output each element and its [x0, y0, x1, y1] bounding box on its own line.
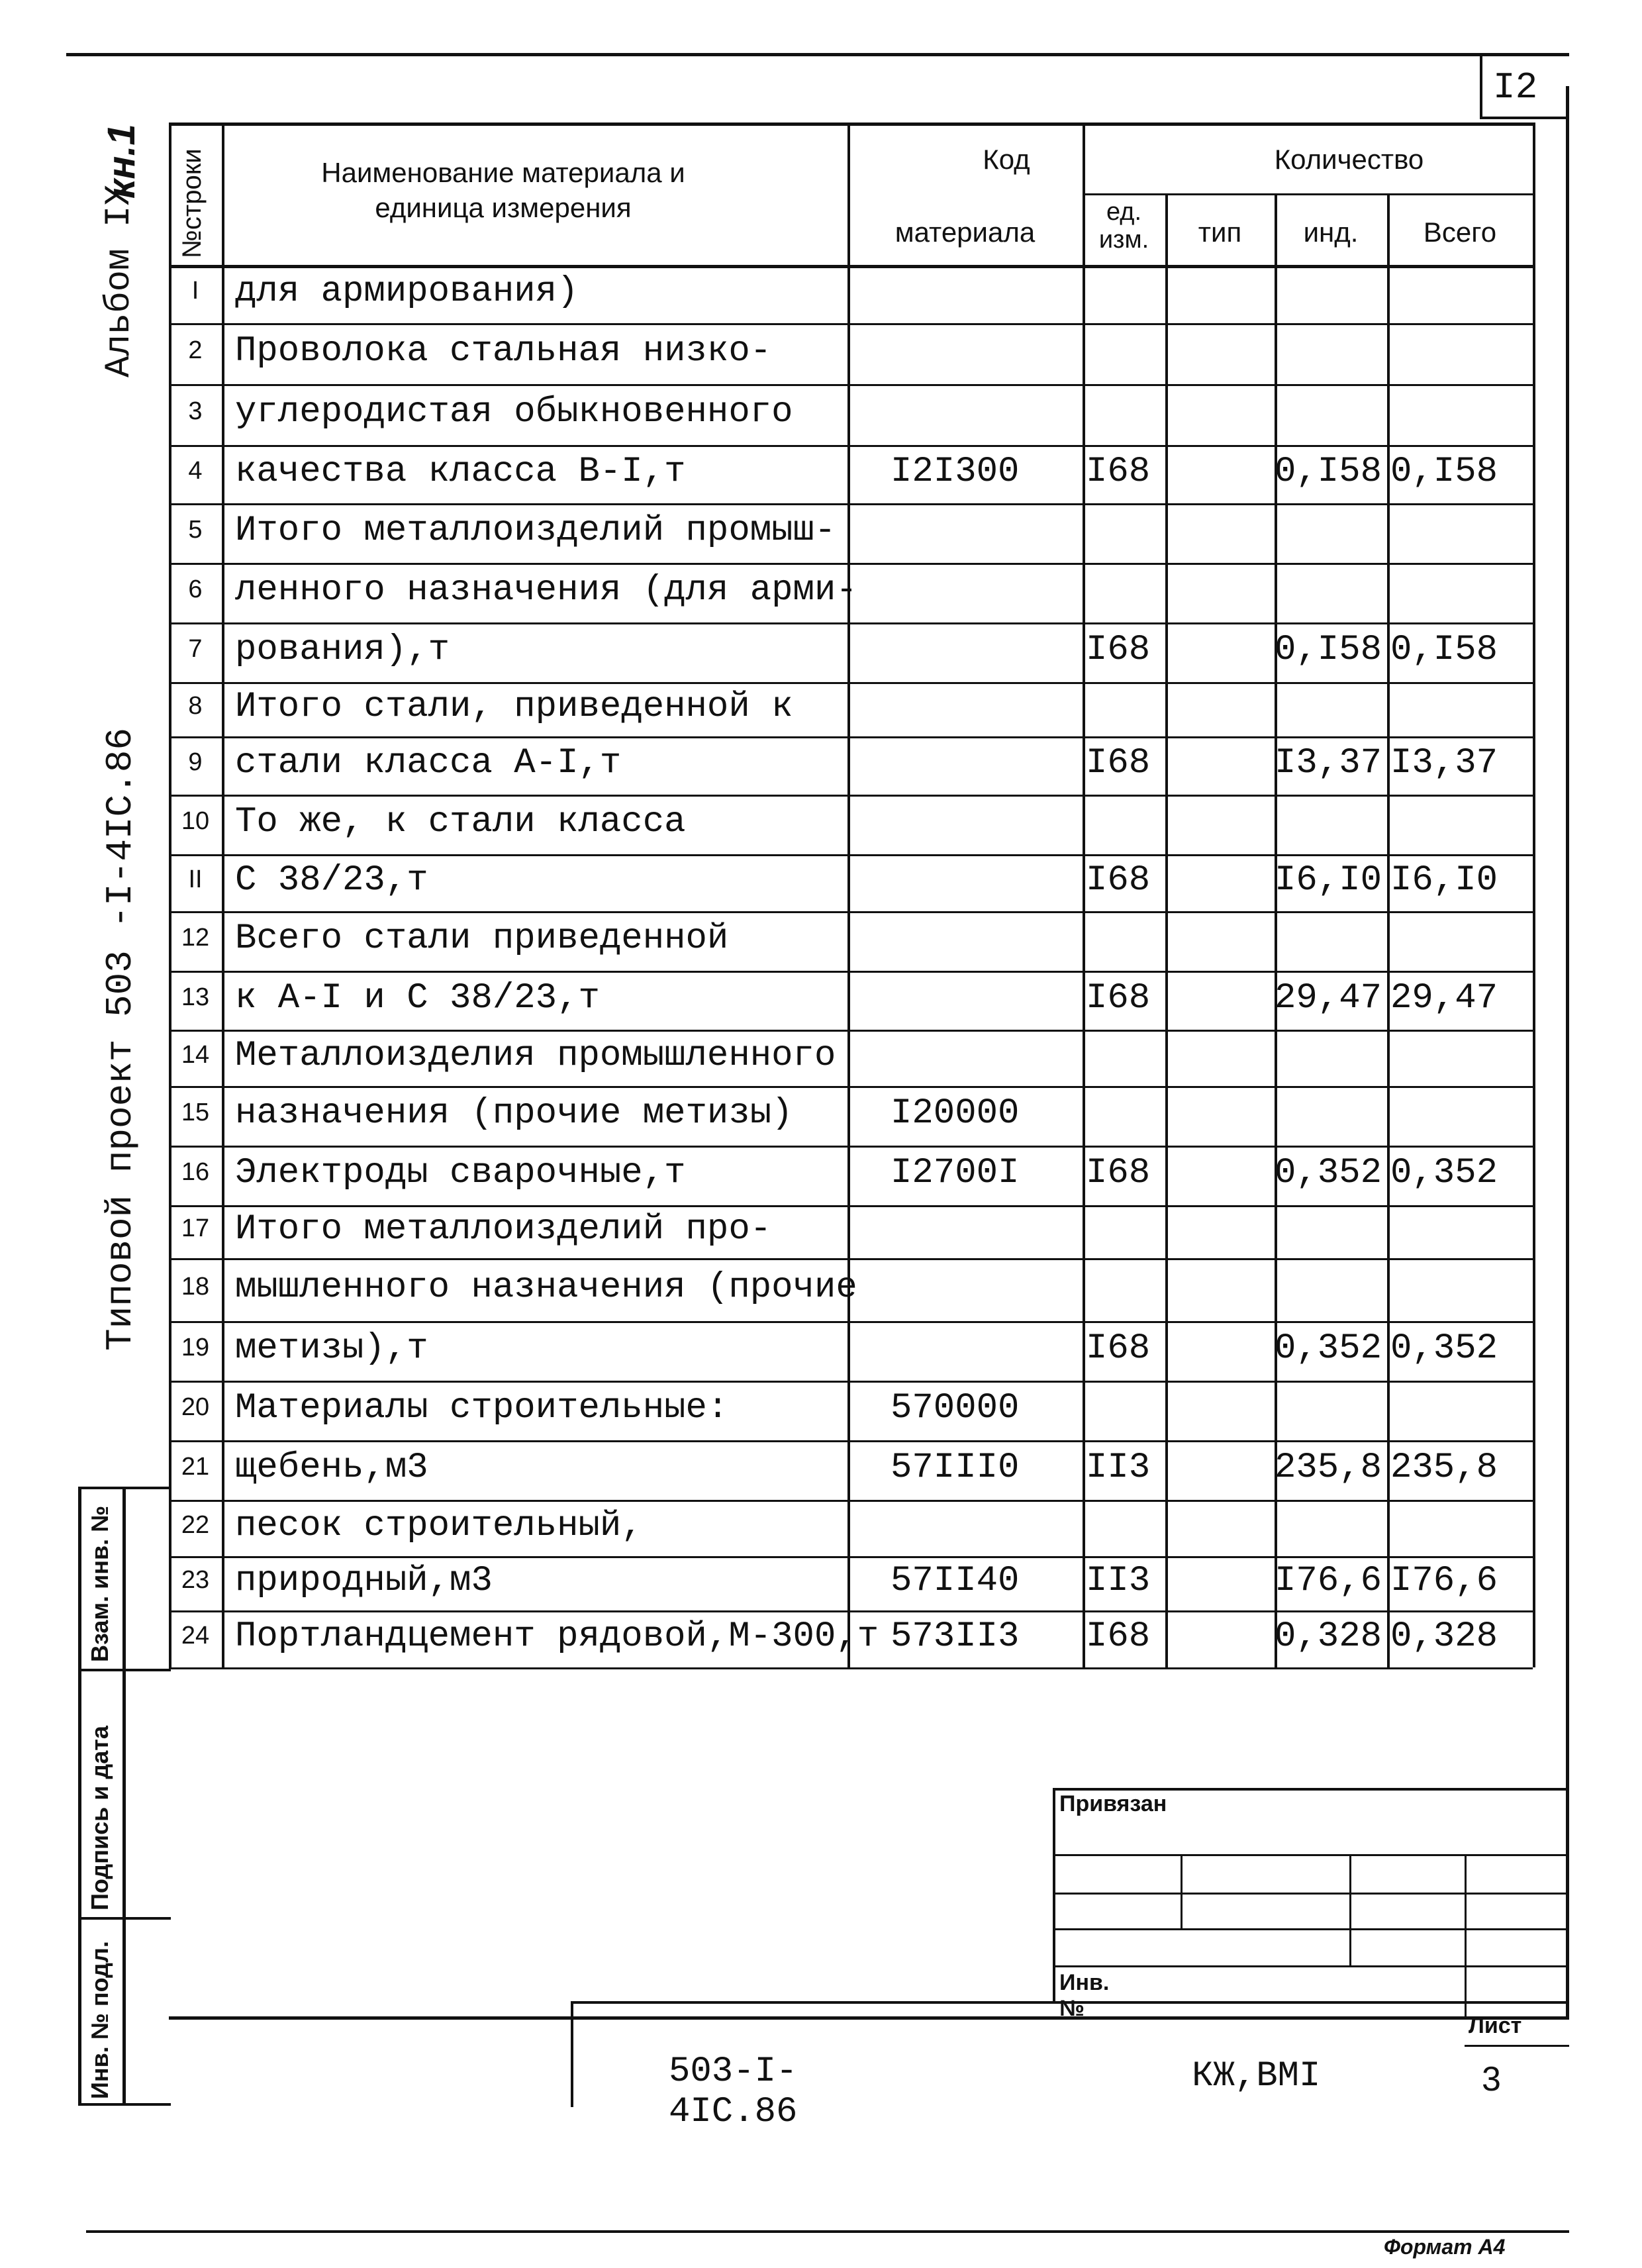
row-number: 14 [181, 1040, 210, 1069]
row-number: 3 [188, 397, 203, 425]
stamp-replace-inv: Взам. инв. № [86, 1505, 113, 1662]
row-number: 10 [181, 807, 210, 835]
row-name: назначения (прочие метизы) [235, 1093, 793, 1134]
row-qty-total: I3,37 [1390, 743, 1498, 783]
row-name: метизы),т [235, 1328, 428, 1369]
row-number: 8 [188, 692, 203, 720]
row-name: природный,м3 [235, 1561, 493, 1601]
row-number: 2 [188, 336, 203, 364]
frame-top-line [66, 53, 1569, 56]
bound-label: Привязан [1059, 1791, 1167, 1816]
header-quantity-ind: инд. [1303, 217, 1359, 248]
frame-right-line [1566, 86, 1569, 2020]
row-code-unit: I68 [1086, 743, 1151, 783]
sheet-number: 3 [1482, 2060, 1501, 2098]
row-qty-ind: I6,I0 [1275, 860, 1382, 901]
row-qty-ind: 0,352 [1275, 1328, 1382, 1369]
row-number: 4 [188, 457, 203, 485]
row-qty-total: I6,I0 [1390, 860, 1498, 901]
row-name: песок строительный, [235, 1505, 643, 1546]
row-number: 17 [181, 1214, 210, 1242]
row-qty-ind: 0,328 [1275, 1616, 1382, 1657]
header-code-unit: ед. изм. [1098, 198, 1149, 254]
row-code-unit: I68 [1086, 860, 1151, 901]
row-code-unit: II3 [1086, 1561, 1151, 1601]
row-number: 5 [188, 516, 203, 544]
row-qty-total: 0,352 [1390, 1153, 1498, 1193]
header-name: Наименование материала и единица измерения [321, 157, 685, 223]
header-code-material: материала [894, 217, 1036, 248]
format-line [86, 2230, 1569, 2233]
row-code-material: 57II40 [891, 1561, 1020, 1601]
row-qty-ind: 29,47 [1275, 977, 1382, 1018]
row-name: Электроды сварочные,т [235, 1153, 686, 1193]
row-name: Металлоизделия промышленного [235, 1035, 836, 1076]
row-name: щебень,м3 [235, 1448, 428, 1488]
row-qty-ind: 0,I58 [1275, 630, 1382, 670]
row-code-unit: I68 [1086, 977, 1151, 1018]
row-number: 13 [181, 983, 210, 1011]
stamp-inv-original: Инв. № подл. [86, 1941, 113, 2099]
document-code: 503-I-4IC.86 [669, 2051, 798, 2132]
row-number: 20 [181, 1393, 210, 1421]
header-quantity-total: Всего [1423, 217, 1497, 248]
row-code-unit: I68 [1086, 1616, 1151, 1657]
header-row-number: №строки [177, 148, 207, 258]
row-number: I [191, 277, 199, 305]
row-qty-total: 235,8 [1390, 1448, 1498, 1488]
row-code-material: I20000 [891, 1093, 1020, 1134]
row-name: для армирования) [235, 271, 579, 312]
row-name: Итого стали, приведенной к [235, 687, 793, 727]
row-number: 23 [181, 1566, 210, 1594]
row-qty-total: 0,I58 [1390, 452, 1498, 492]
row-code-unit: I68 [1086, 1153, 1151, 1193]
row-name: Итого металлоизделий про- [235, 1209, 772, 1250]
row-number: 15 [181, 1099, 210, 1126]
row-qty-total: 0,352 [1390, 1328, 1498, 1369]
row-name: Материалы строительные: [235, 1388, 729, 1428]
sheet-corner-number: I2 [1493, 66, 1538, 109]
row-number: 6 [188, 575, 203, 603]
row-name: Всего стали приведенной [235, 918, 729, 959]
row-name: качества класса В-I,т [235, 452, 686, 492]
row-name: Портландцемент рядовой,М-300,т [235, 1616, 879, 1657]
album-label: Альбом IX [99, 184, 140, 377]
row-name: То же, к стали класса [235, 802, 686, 842]
header-quantity: Количество [1274, 144, 1424, 175]
header-code: Код [983, 144, 1030, 175]
row-name: углеродистая обыкновенного [235, 392, 793, 432]
row-number: II [188, 865, 203, 893]
inv-no-label: Инв. № [1059, 1970, 1110, 2021]
sheet-label: Лист [1469, 2013, 1522, 2038]
row-name: к А-I и С 38/23,т [235, 977, 600, 1018]
row-number: 9 [188, 748, 203, 776]
row-number: 24 [181, 1622, 210, 1650]
row-code-material: 570000 [891, 1388, 1020, 1428]
row-qty-total: I76,6 [1390, 1561, 1498, 1601]
row-code-unit: I68 [1086, 1328, 1151, 1369]
row-name: Проволока стальная низко- [235, 331, 772, 371]
row-name: ленного назначения (для арми- [235, 570, 857, 611]
format-label: Формат А4 [1384, 2235, 1506, 2259]
project-label: Типовой проект 503 -I-4IC.86 [99, 728, 142, 1351]
row-qty-ind: 0,352 [1275, 1153, 1382, 1193]
row-number: 16 [181, 1158, 210, 1186]
row-qty-total: 29,47 [1390, 977, 1498, 1018]
row-code-unit: I68 [1086, 630, 1151, 670]
stamp-signature-date: Подпись и дата [86, 1726, 113, 1910]
row-code-material: 573II3 [891, 1616, 1020, 1657]
row-name: стали класса А-I,т [235, 743, 622, 783]
row-qty-ind: I3,37 [1275, 743, 1382, 783]
row-qty-total: 0,I58 [1390, 630, 1498, 670]
row-qty-ind: 0,I58 [1275, 452, 1382, 492]
row-number: 19 [181, 1334, 210, 1361]
row-name: рования),т [235, 630, 450, 670]
row-code-unit: I68 [1086, 452, 1151, 492]
row-number: 22 [181, 1510, 210, 1539]
album-handwritten: кн.1 [100, 124, 143, 199]
row-qty-total: 0,328 [1390, 1616, 1498, 1657]
row-name: С 38/23,т [235, 860, 428, 901]
row-code-material: I2700I [891, 1153, 1020, 1193]
row-code-material: I2I300 [891, 452, 1020, 492]
row-number: 7 [188, 635, 203, 663]
row-name: мышленного назначения (прочие [235, 1267, 857, 1308]
row-number: 18 [181, 1272, 210, 1301]
row-number: 21 [181, 1453, 210, 1481]
frame-bottom-line [169, 2016, 1569, 2020]
header-quantity-type: тип [1198, 217, 1242, 248]
row-qty-ind: I76,6 [1275, 1561, 1382, 1601]
row-name: Итого металлоизделий промыш- [235, 511, 836, 551]
row-code-material: 57III0 [891, 1448, 1020, 1488]
row-number: 12 [181, 924, 210, 952]
document-mark: КЖ,ВМI [1192, 2056, 1321, 2096]
row-code-unit: II3 [1086, 1448, 1151, 1488]
row-qty-ind: 235,8 [1275, 1448, 1382, 1488]
